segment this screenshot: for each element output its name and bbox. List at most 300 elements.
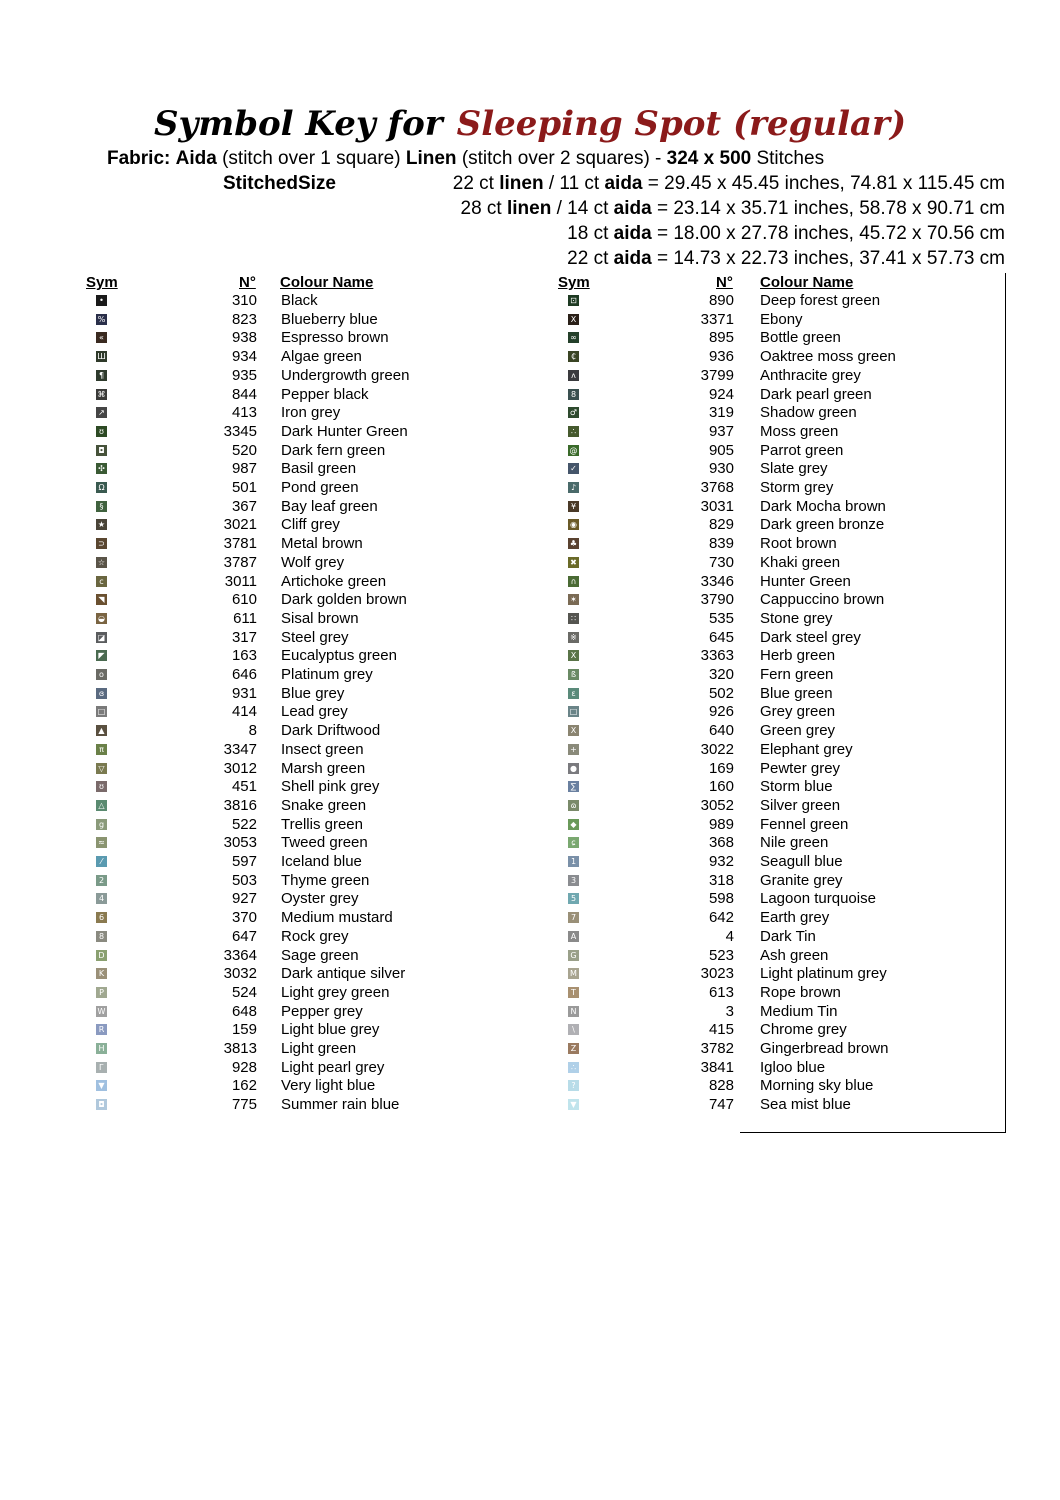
colour-name: Chrome grey [760,1021,847,1039]
col-header-name-right: Colour Name [760,274,854,291]
colour-name: Blue grey [281,684,345,702]
stitched-size-part: 28 ct [460,198,502,219]
symbol-swatch: H [96,1043,107,1054]
thread-number: 938 [231,329,257,347]
thread-number: 3031 [700,497,734,515]
colour-name: Pepper black [281,385,369,403]
thread-number: 935 [231,366,257,384]
symbol-swatch: ✓ [568,463,579,474]
symbol-swatch: 8 [568,389,579,400]
colour-name: Espresso brown [281,329,389,347]
colour-name: Dark Mocha brown [760,497,886,515]
thread-number: 926 [708,703,734,721]
symbol-swatch: Ω [96,482,107,493]
thread-number: 523 [708,946,734,964]
colour-name: Fern green [760,666,834,683]
colour-name: Cappuccino brown [760,591,885,609]
colour-name: Tweed green [281,834,368,852]
colour-name: Iron grey [281,404,341,422]
colour-name: Dark Driftwood [281,722,381,740]
symbol-swatch: • [96,295,107,306]
colour-name: Dark golden brown [281,591,407,609]
thread-number: 648 [231,1002,257,1020]
symbol-swatch: P [96,987,107,998]
symbol-swatch: 2 [96,875,107,886]
symbol-swatch: ※ [568,632,579,643]
colour-name: Granite grey [760,871,843,889]
colour-name: Blue green [760,684,833,702]
colour-name: Shell pink grey [281,778,380,796]
colour-name: Silver green [760,796,841,814]
colour-name: Light grey green [281,983,390,1001]
colour-name: Shadow green [760,404,857,422]
colour-name: Seagull blue [760,853,843,870]
stitched-size-part: aida [608,248,652,269]
stitched-size-part: aida [608,223,652,244]
symbol-swatch: R [96,1024,107,1035]
pattern-name: Sleeping Spot (regular) [456,104,907,144]
thread-number: 928 [231,1058,257,1076]
thread-number: 989 [708,815,734,833]
thread-number: 502 [708,684,734,702]
thread-number: 368 [708,834,734,852]
stitched-size-line [453,173,1005,195]
colour-name: Sisal brown [281,609,359,627]
colour-name: Artichoke green [281,572,387,590]
thread-number: 3012 [223,759,257,777]
thread-number: 522 [231,815,257,833]
symbol-swatch: Z [568,1043,579,1054]
thread-number: 934 [231,348,257,366]
symbol-swatch: ◥ [96,594,107,605]
symbol-swatch: N [568,1006,579,1017]
table-border-bottom [740,1132,1006,1133]
colour-name: Undergrowth green [281,366,410,384]
col-header-sym: Sym [86,274,118,291]
symbol-swatch: □ [569,707,578,717]
colour-name: Igloo blue [760,1058,826,1076]
symbol-swatch: W [97,1006,106,1016]
thread-number: 3023 [700,965,734,983]
colour-name: Hunter Green [760,572,851,590]
colour-name: Summer rain blue [281,1096,400,1114]
symbol-swatch: ● [568,763,579,774]
colour-name: Light blue grey [281,1021,380,1039]
symbol-swatch: § [96,501,107,512]
symbol-swatch: 1 [568,856,579,867]
fabric-aida: Aida [175,148,217,169]
thread-number: 747 [708,1096,734,1114]
symbol-swatch: ⁄ [96,856,107,867]
thread-number: 905 [708,441,734,459]
colour-name: Snake green [281,796,367,814]
stitched-size-part: = 14.73 x 22.73 inches, 37.41 x 57.73 cm [651,248,1005,269]
colour-name: Elephant grey [760,740,853,758]
thread-number: 3787 [223,553,257,571]
colour-name: Dark pearl green [760,385,872,403]
symbol-swatch: g [96,819,107,830]
thread-number: 3799 [700,366,734,384]
colour-name: Green grey [760,722,836,740]
colour-name: Earth grey [760,909,830,927]
symbol-swatch: ▲ [96,725,107,736]
symbol-swatch: A [568,931,579,942]
colour-name: Oaktree moss green [760,348,896,366]
symbol-swatch: ¥ [568,501,579,512]
thread-number: 3 [725,1002,734,1020]
thread-number: 930 [708,460,734,478]
symbol-swatch: ✖ [568,557,579,568]
thread-number: 610 [231,591,257,609]
symbol-swatch: ◪ [97,632,106,642]
thread-number: 3347 [223,740,257,758]
thread-number: 613 [708,983,734,1001]
thread-number: 160 [708,778,734,796]
thread-number: 159 [231,1021,257,1039]
stitched-size-part: = 23.14 x 35.71 inches, 58.78 x 90.71 cm [651,198,1005,219]
stitched-size-part: aida [608,198,652,219]
colour-name: Storm grey [760,479,834,496]
symbol-swatch: Χ [568,725,579,736]
colour-name: Wolf grey [281,553,345,571]
thread-number: 829 [708,516,734,534]
symbol-swatch: ∑ [568,781,579,792]
colour-name: Slate grey [760,460,828,478]
thread-number: 370 [231,909,257,927]
thread-number: 319 [708,404,734,422]
symbol-swatch: 5 [568,893,579,904]
thread-number: 3363 [700,647,734,665]
symbol-swatch: @ [569,445,578,455]
stitched-size-part: / 11 ct [543,173,600,194]
colour-name: Blueberry blue [281,310,378,328]
colour-name: Cliff grey [281,516,340,534]
symbol-swatch: ♣ [569,539,578,549]
colour-name: Dark green bronze [760,516,885,534]
symbol-swatch: △ [96,800,107,811]
thread-number: 3032 [223,965,257,983]
symbol-swatch: 6 [96,912,107,923]
colour-name: Black [281,292,318,309]
colour-name: Sea mist blue [760,1096,851,1114]
symbol-swatch: ɷ [568,800,579,811]
colour-name: Light green [281,1040,357,1057]
thread-number: 162 [231,1077,257,1095]
symbol-swatch: K [96,968,107,979]
symbol-swatch: ✶ [568,594,579,605]
symbol-swatch: \ [568,1024,579,1035]
thread-number: 520 [231,441,257,459]
symbol-swatch: π [96,744,107,755]
colour-name: Dark fern green [281,441,386,459]
thread-number: 4 [725,927,734,945]
thread-number: 3816 [223,796,257,814]
thread-number: 987 [231,460,257,478]
colour-name: Root brown [760,535,837,553]
thread-number: 823 [231,310,257,328]
stitched-size-part: = 18.00 x 27.78 inches, 45.72 x 70.56 cm [651,223,1005,244]
colour-name: Marsh green [281,759,366,777]
thread-number: 936 [708,348,734,366]
symbol-swatch: ʌ [568,370,579,381]
thread-number: 597 [231,853,257,870]
symbol-swatch: ∷ [568,613,579,624]
symbol-swatch: ⊡ [568,295,579,306]
symbol-swatch: ∞ [568,332,579,343]
thread-number: 3346 [700,572,734,590]
thread-number: 3052 [700,796,734,814]
fabric-line [107,148,824,170]
thread-number: 927 [231,890,257,908]
symbol-swatch: ß [568,669,579,680]
symbol-swatch: ◘ [96,445,107,456]
colour-name: Basil green [281,460,357,478]
stitched-size-line [461,198,1006,220]
symbol-swatch: ◘ [96,1099,107,1110]
thread-number: 3841 [700,1058,734,1076]
thread-number: 937 [708,422,734,440]
colour-name: Anthracite grey [760,366,861,384]
colour-name: Stone grey [760,609,833,627]
thread-number: 924 [708,385,734,403]
colour-name: Medium Tin [760,1002,838,1020]
fabric-label: Fabric: [107,148,171,169]
thread-number: 317 [231,628,257,646]
colour-name: Deep forest green [760,292,881,309]
colour-name: Dark antique silver [281,965,406,983]
symbol-swatch: ɞ [96,688,107,699]
colour-name: Medium mustard [281,909,393,927]
symbol-swatch: Г [96,1062,107,1073]
colour-name: Thyme green [281,871,370,889]
thread-number: 524 [231,983,257,1001]
colour-name: Sage green [281,946,359,964]
symbol-swatch: + [568,744,579,755]
colour-name: Light pearl grey [281,1058,385,1076]
thread-number: 3813 [223,1040,257,1057]
symbol-swatch: X [568,650,579,661]
symbol-swatch: ♪ [568,482,579,493]
symbol-swatch: ☆ [97,557,106,567]
thread-number: 535 [708,609,734,627]
thread-number: 413 [231,404,257,422]
symbol-swatch: □ [97,707,106,717]
stitched-size-part: linen [493,173,544,194]
thread-number: 320 [708,666,734,683]
col-header-sym-right: Sym [558,274,590,291]
thread-number: 501 [231,479,257,496]
colour-name: Insect green [281,740,364,758]
symbol-swatch: 4 [96,893,107,904]
stitched-size-part: 18 ct [567,223,609,244]
thread-number: 3053 [223,834,257,852]
thread-number: 730 [708,553,734,571]
stitched-size-part: 22 ct [452,173,494,194]
colour-name: Dark steel grey [760,628,861,646]
thread-number: 8 [248,722,257,740]
symbol-swatch: ▼ [96,1080,107,1091]
symbol-swatch: 3 [568,875,579,886]
thread-number: 932 [708,853,734,870]
symbol-swatch: ∩ [568,576,579,587]
symbol-swatch: ʊ [96,426,107,437]
stitch-suffix: Stitches [756,148,825,169]
colour-name: Pewter grey [760,759,841,777]
thread-number: 598 [708,890,734,908]
page-title [0,104,1060,144]
colour-name: Grey green [760,703,836,721]
stitched-size-part: linen [501,198,552,219]
colour-name: Algae green [281,348,362,366]
thread-number: 895 [708,329,734,347]
thread-number: 640 [708,722,734,740]
title-prefix: Symbol Key for [153,104,443,144]
thread-number: 828 [708,1077,734,1095]
symbol-swatch: ¶ [96,370,107,381]
fabric-aida-note: (stitch over 1 square) [222,148,401,169]
thread-number: 503 [231,871,257,889]
thread-number: 163 [231,647,257,665]
thread-number: 844 [231,385,257,403]
thread-number: 3345 [223,422,257,440]
stitched-size-line [567,223,1005,245]
stitched-size-part: aida [599,173,643,194]
thread-number: 3371 [700,310,734,328]
symbol-swatch: ⊃ [96,538,107,549]
colour-name: Eucalyptus green [281,647,397,665]
thread-number: 310 [231,292,257,309]
symbol-swatch: D [96,950,107,961]
colour-name: Rock grey [281,927,349,945]
thread-number: 169 [708,759,734,777]
colour-name: Dark Tin [760,927,816,945]
thread-number: 931 [231,684,257,702]
colour-name: Very light blue [281,1077,376,1095]
symbol-swatch: ₵ [568,351,579,362]
symbol-swatch: ∴ [568,1062,579,1073]
colour-name: Trellis green [281,815,363,833]
symbol-swatch: « [96,332,107,343]
colour-name: Metal brown [281,535,363,553]
colour-name: Storm blue [760,778,833,796]
fabric-linen: Linen [405,148,457,169]
symbol-swatch: ∴ [568,426,579,437]
colour-name: Ash green [760,946,829,964]
symbol-swatch: X [568,314,579,325]
colour-name: Light platinum grey [760,965,887,983]
colour-name: Moss green [760,422,839,440]
colour-name: Pond green [281,479,359,496]
symbol-swatch: G [568,950,579,961]
symbol-swatch: ? [568,1080,579,1091]
colour-name: Rope brown [760,983,841,1001]
symbol-swatch: 8 [96,931,107,942]
colour-name: Platinum grey [281,666,373,683]
thread-number: 3021 [223,516,257,534]
stitched-size-line [567,248,1005,270]
thread-number: 415 [708,1021,734,1039]
col-header-name: Colour Name [280,274,374,291]
symbol-swatch: ε [568,688,579,699]
colour-name: Dark Hunter Green [281,422,408,440]
thread-number: 642 [708,909,734,927]
symbol-swatch: ɕ [568,837,579,848]
symbol-swatch: ★ [97,520,106,530]
symbol-swatch: ♂ [569,408,578,418]
thread-number: 3364 [223,946,257,964]
colour-name: Ebony [760,310,803,328]
col-header-num: N° [239,274,256,291]
symbol-swatch: % [97,314,106,324]
col-header-num-right: N° [716,274,733,291]
stitched-size-part: / 14 ct [551,198,609,219]
symbol-swatch: Ш [97,352,106,362]
symbol-swatch: 7 [568,912,579,923]
colour-name: Herb green [760,647,836,665]
symbol-swatch: o [96,669,107,680]
symbol-swatch: ↗ [96,407,107,418]
thread-number: 318 [708,871,734,889]
colour-name: Iceland blue [281,853,362,870]
colour-name: Morning sky blue [760,1077,874,1095]
thread-number: 647 [231,927,257,945]
thread-number: 775 [231,1096,257,1114]
symbol-swatch: ◆ [568,819,579,830]
colour-name: Lead grey [281,703,348,721]
symbol-swatch: T [568,987,579,998]
symbol-swatch: ʊ [96,781,107,792]
stitch-count: 324 x 500 [666,148,752,169]
colour-name: Pepper grey [281,1002,363,1020]
symbol-swatch: M [568,968,579,979]
colour-name: Bay leaf green [281,497,378,515]
colour-name: Steel grey [281,628,349,646]
thread-number: 839 [708,535,734,553]
thread-number: 646 [231,666,257,683]
thread-number: 3790 [700,591,734,609]
thread-number: 3782 [700,1040,734,1057]
thread-number: 3781 [223,535,257,553]
colour-name: Lagoon turquoise [760,890,876,908]
table-border-right [1005,273,1006,1133]
symbol-swatch: c [96,576,107,587]
symbol-swatch: ▽ [96,763,107,774]
thread-number: 890 [708,292,734,309]
thread-number: 367 [231,497,257,515]
symbol-swatch: ✣ [96,463,107,474]
thread-number: 451 [231,778,257,796]
thread-number: 611 [233,609,257,627]
fabric-linen-note: (stitch over 2 squares) - [461,148,662,169]
symbol-swatch: ◤ [96,650,107,661]
thread-number: 3011 [224,572,257,590]
symbol-swatch: ◉ [568,519,579,530]
colour-name: Nile green [760,834,829,852]
symbol-swatch: ≈ [96,837,107,848]
thread-number: 3022 [700,740,734,758]
thread-number: 645 [708,628,734,646]
colour-name: Parrot green [760,441,844,459]
thread-number: 3768 [700,479,734,496]
symbol-swatch: ▼ [568,1099,579,1110]
colour-name: Fennel green [760,815,849,833]
stitched-size-label: StitchedSize [223,173,336,194]
symbol-swatch: ◒ [96,613,107,624]
colour-name: Bottle green [760,329,841,347]
stitched-size-part: = 29.45 x 45.45 inches, 74.81 x 115.45 cm [642,173,1005,194]
colour-name: Gingerbread brown [760,1040,889,1057]
stitched-size-part: 22 ct [567,248,609,269]
